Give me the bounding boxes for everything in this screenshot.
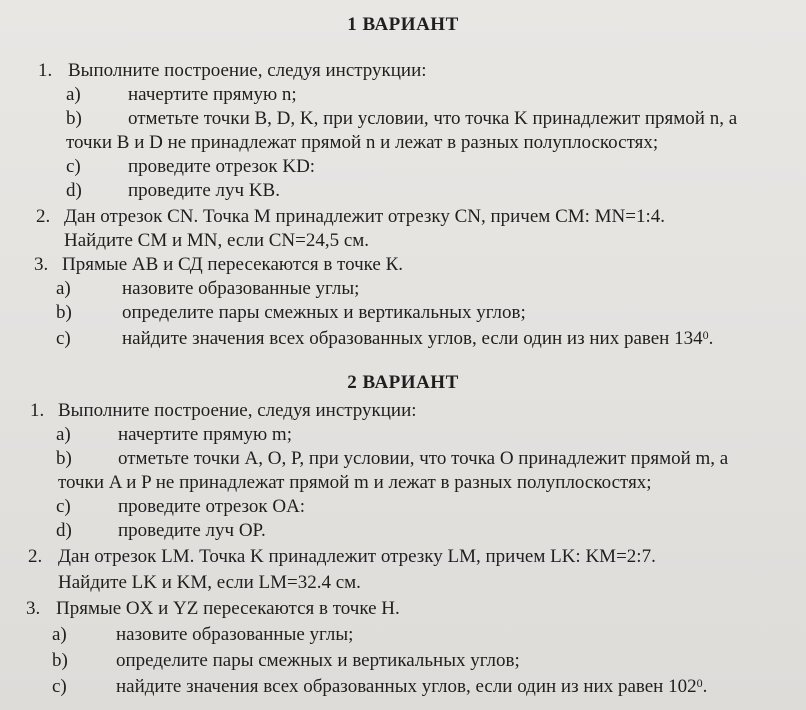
v2-task3-item-a-label: a) bbox=[52, 624, 67, 645]
v1-task1-item-a-text: начертите прямую n; bbox=[128, 84, 297, 105]
v2-task1-number: 1. bbox=[30, 400, 45, 421]
variant-1-title: 1 ВАРИАНТ bbox=[347, 14, 459, 35]
v1-task1-item-b-cont: точки B и D не принадлежат прямой n и лежат в разных полуплоскостях; bbox=[66, 132, 659, 153]
v2-degree-mark: 0 bbox=[696, 676, 703, 690]
v1-task1-item-c-text: проведите отрезок KD: bbox=[128, 156, 316, 177]
v2-task1-item-d-text: проведите луч OP. bbox=[118, 520, 266, 541]
v1-task3-item-a-text: назовите образованные углы; bbox=[122, 278, 360, 299]
v2-task1-item-a-text: начертите прямую m; bbox=[118, 424, 292, 445]
v2-task3-item-b-text: определите пары смежных и вертикальных углов; bbox=[116, 650, 520, 671]
v2-task1-item-c-text: проведите отрезок OA: bbox=[118, 496, 306, 517]
v1-task1-item-b-text: отметьте точки B, D, K, при условии, что точка K принадлежит прямой n, а bbox=[128, 108, 738, 129]
v2-task3-item-b-label: b) bbox=[52, 650, 68, 671]
v1-task3-text: Прямые AB и СД пересекаются в точке К. bbox=[62, 254, 404, 275]
v2-task2-line1: Дан отрезок LM. Точка K принадлежит отрезку LM, причем LK: KM=2:7. bbox=[58, 546, 656, 567]
v1-task3-item-b-text: определите пары смежных и вертикальных углов; bbox=[122, 302, 526, 323]
v1-task1-item-c-label: c) bbox=[66, 156, 81, 177]
v1-task1-text: Выполните построение, следуя инструкции: bbox=[68, 60, 427, 81]
v2-task3-item-c-end: . bbox=[702, 676, 708, 697]
v1-task3-item-b-label: b) bbox=[56, 302, 72, 323]
v2-task3-item-c-line bbox=[116, 676, 707, 698]
v2-task1-item-d-label: d) bbox=[56, 520, 72, 541]
variant-2-title: 2 ВАРИАНТ bbox=[347, 372, 459, 393]
v2-task3-item-c-text: найдите значения всех образованных углов, если один из них равен 102 bbox=[116, 676, 697, 697]
v2-task1-item-c-label: c) bbox=[56, 496, 71, 517]
v1-task1-number: 1. bbox=[38, 60, 53, 81]
v2-task2-number: 2. bbox=[28, 546, 43, 567]
v2-task3-item-c-label: c) bbox=[52, 676, 67, 697]
v1-task2-number: 2. bbox=[36, 206, 51, 227]
v1-task3-number: 3. bbox=[34, 254, 49, 275]
v1-degree-mark: 0 bbox=[702, 328, 709, 342]
v1-task3-item-c-text: найдите значения всех образованных углов, если один из них равен 134 bbox=[122, 328, 703, 349]
v2-task1-item-b-cont: точки A и P не принадлежат прямой m и лежат в разных полуплоскостях; bbox=[58, 472, 652, 493]
v1-task3-item-c-label: c) bbox=[56, 328, 71, 349]
v1-task2-line2: Найдите CM и MN, если CN=24,5 см. bbox=[64, 230, 370, 251]
v2-task1-item-a-label: a) bbox=[56, 424, 71, 445]
v2-task2-line2: Найдите LK и KM, если LM=32.4 см. bbox=[58, 572, 361, 593]
v2-task1-item-b-text: отметьте точки A, O, P, при условии, что точка O принадлежит прямой m, а bbox=[118, 448, 729, 469]
v2-task1-item-b-label: b) bbox=[56, 448, 72, 469]
v2-task3-text: Прямые OX и YZ пересекаются в точке H. bbox=[56, 598, 400, 619]
v1-task1-item-b-label: b) bbox=[66, 108, 82, 129]
v1-task3-item-c-line bbox=[122, 328, 713, 350]
v1-task3-item-c-end: . bbox=[708, 328, 714, 349]
v1-task1-item-d-text: проведите луч KB. bbox=[128, 180, 280, 201]
v2-task3-number: 3. bbox=[26, 598, 41, 619]
v2-task3-item-a-text: назовите образованные углы; bbox=[116, 624, 354, 645]
v1-task3-item-a-label: a) bbox=[56, 278, 71, 299]
v1-task2-line1: Дан отрезок CN. Точка M принадлежит отрезку CN, причем CM: MN=1:4. bbox=[64, 206, 666, 227]
v1-task1-item-a-label: a) bbox=[66, 84, 81, 105]
v1-task1-item-d-label: d) bbox=[66, 180, 82, 201]
v2-task1-text: Выполните построение, следуя инструкции: bbox=[58, 400, 417, 421]
